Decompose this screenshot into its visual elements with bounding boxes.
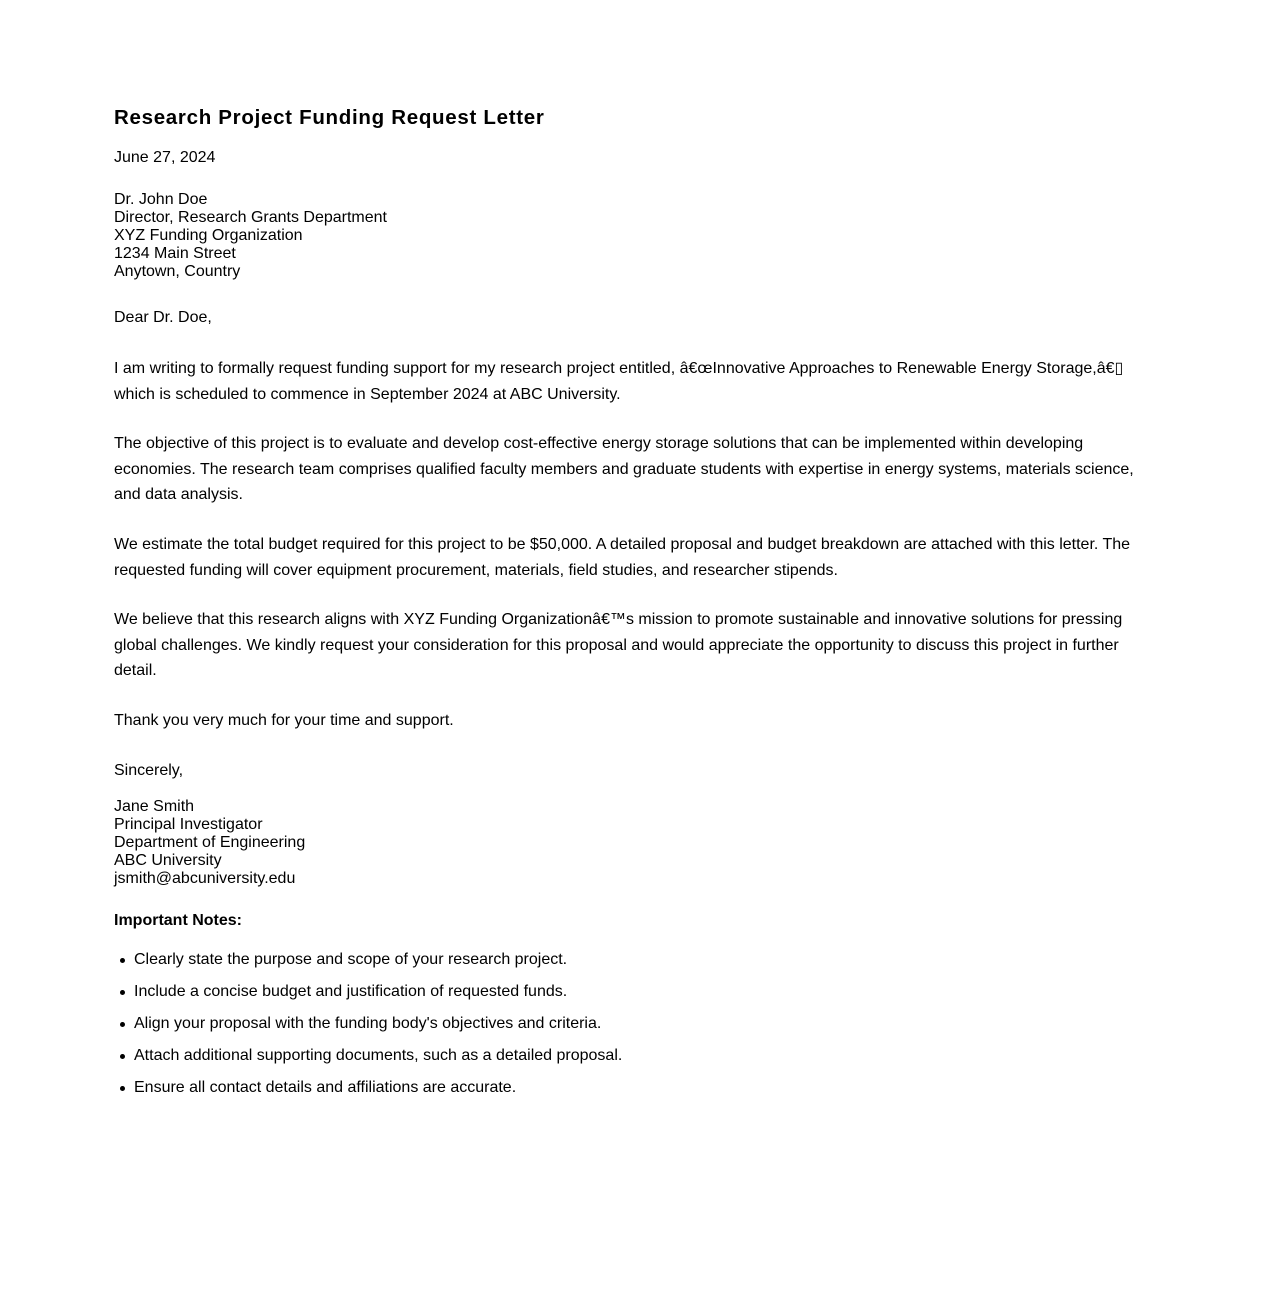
salutation: Dear Dr. Doe, [114, 309, 212, 326]
list-item: Clearly state the purpose and scope of your research project. [134, 951, 1144, 969]
sender-department: Department of Engineering [114, 833, 306, 851]
paragraph-budget: We estimate the total budget required for this project to be $50,000. A detailed proposal and budget breakdown are attached with this letter. The requested funding will cover equipment procurement, materials, field studies, and researcher stipends. [114, 535, 1131, 579]
list-item: Align your proposal with the funding body's objectives and criteria. [134, 1015, 1144, 1033]
notes-heading: Important Notes: [114, 911, 242, 929]
recipient-name: Dr. John Doe [114, 191, 208, 208]
notes-list [114, 951, 1144, 1097]
recipient-address [114, 191, 1144, 281]
paragraph-thanks: Thank you very much for your time and support. [114, 711, 454, 729]
letter-date: June 27, 2024 [114, 149, 216, 166]
sender-email: jsmith@abcuniversity.edu [114, 869, 296, 887]
paragraph-objective: The objective of this project is to evaluate and develop cost-effective energy storage solutions that can be implemented within developing economies. The research team comprises qualified faculty members and graduate students with expertise in energy systems, materials science, and data analysis. [114, 435, 1134, 504]
recipient-city: Anytown, Country [114, 263, 241, 280]
letter-body [114, 104, 1144, 1111]
closing: Sincerely, [114, 761, 184, 779]
list-item: Include a concise budget and justification of requested funds. [134, 983, 1144, 1001]
sender-signature-block [114, 798, 1144, 888]
recipient-organization: XYZ Funding Organization [114, 227, 303, 244]
letter-title: Research Project Funding Request Letter [114, 106, 545, 129]
recipient-position: Director, Research Grants Department [114, 209, 387, 226]
sender-name: Jane Smith [114, 797, 195, 815]
sender-position: Principal Investigator [114, 815, 263, 833]
paragraph-alignment: We believe that this research aligns with XYZ Funding Organizationâ€™s mission to promote sustainable and innovative solutions for pressing global challenges. We kindly request your consideration for this proposal and would appreciate the opportunity to discuss this project in further detail. [114, 611, 1123, 680]
list-item: Attach additional supporting documents, such as a detailed proposal. [134, 1047, 1144, 1065]
paragraph-intro: I am writing to formally request funding support for my research project entitled, â€œInnovative Approaches to Renewable Energy Storage,â€▯ which is scheduled to commence in September 2024 at ABC University. [114, 360, 1124, 403]
list-item: Ensure all contact details and affiliations are accurate. [134, 1079, 1144, 1097]
sender-institution: ABC University [114, 851, 222, 869]
recipient-street: 1234 Main Street [114, 245, 236, 262]
